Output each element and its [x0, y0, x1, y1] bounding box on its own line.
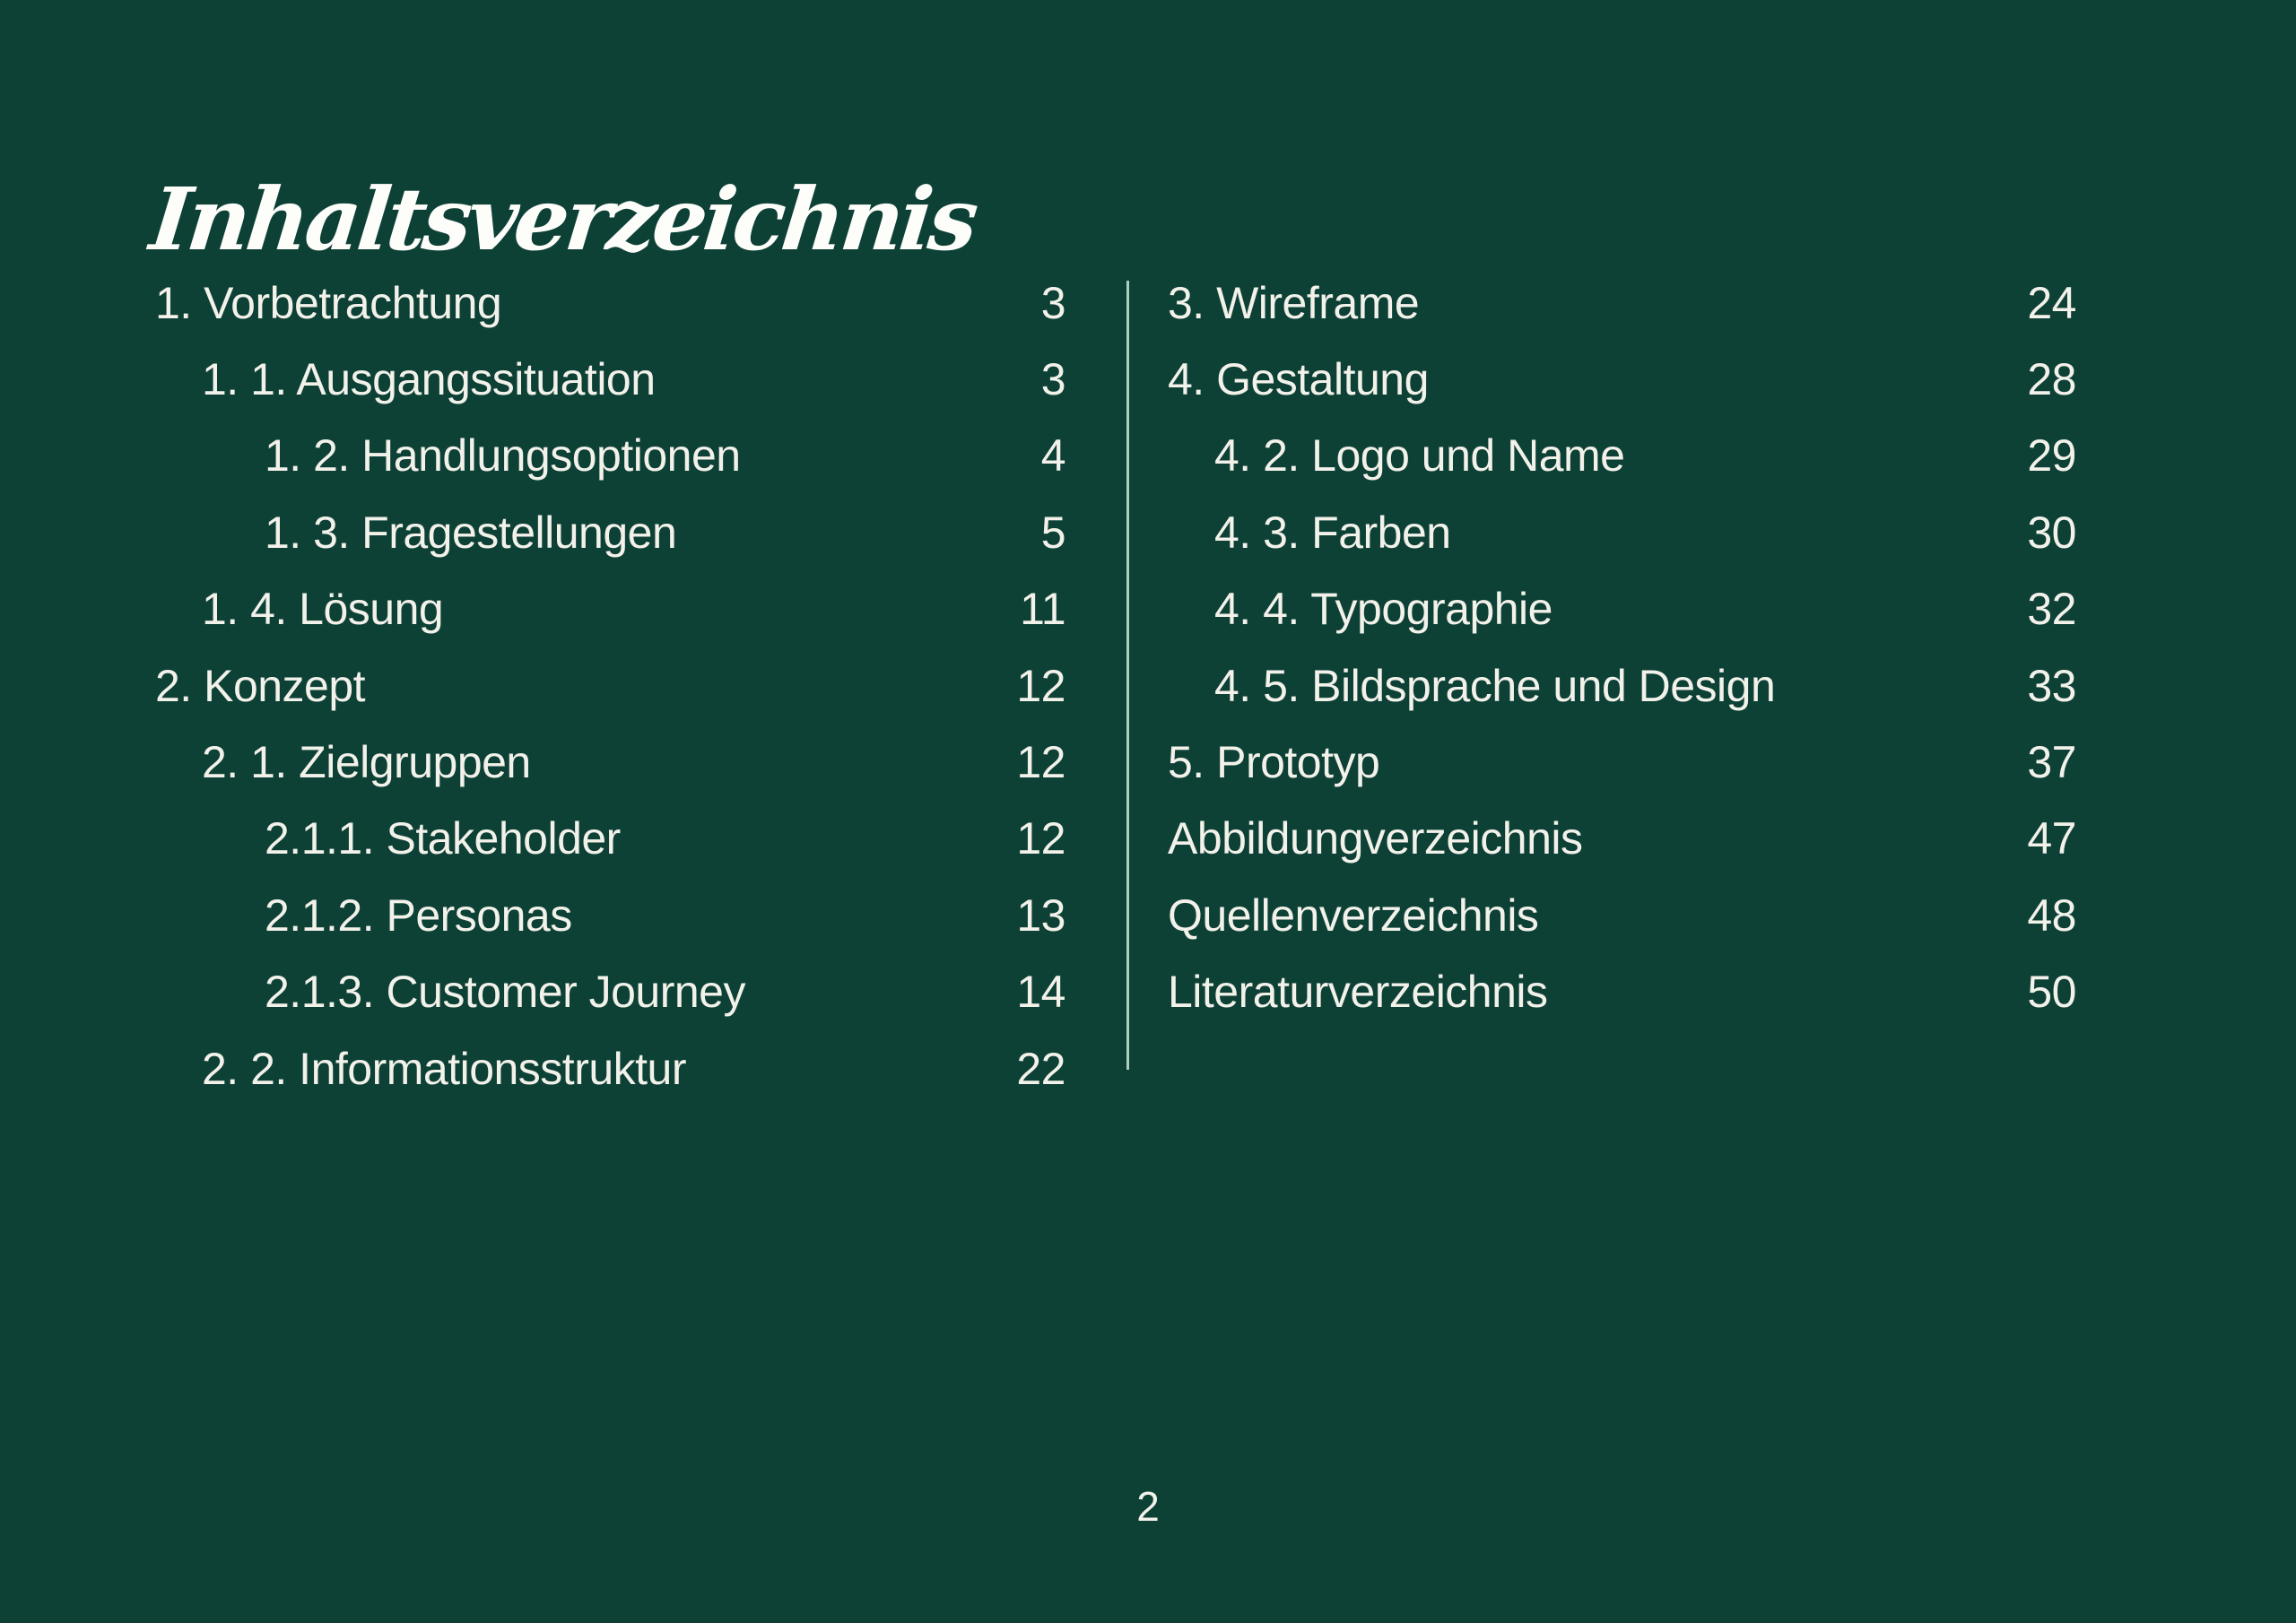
toc-entry-page: 28	[2027, 354, 2076, 405]
toc-entry-page: 11	[1020, 584, 1065, 635]
toc-entry-page: 13	[1016, 890, 1065, 941]
toc-entry-label: 1. Vorbetrachtung	[155, 277, 502, 328]
toc-entry-page: 4	[1040, 430, 1065, 482]
toc-entry-label: 2.1.1. Stakeholder	[265, 813, 621, 864]
toc-entry-label: 1. 4. Lösung	[202, 584, 444, 635]
toc-entry	[1168, 265, 2076, 341]
toc-entry-label: 2. 1. Zielgruppen	[202, 737, 531, 788]
column-divider	[1126, 281, 1129, 1070]
toc-entry-page: 12	[1016, 660, 1065, 711]
toc-entry-label: 2. Konzept	[155, 660, 366, 711]
toc-entry-page: 22	[1016, 1043, 1065, 1094]
toc-entry-label: 2.1.2. Personas	[265, 890, 572, 941]
toc-entry-page: 32	[2027, 584, 2076, 635]
toc-entry-page: 37	[2027, 737, 2076, 788]
toc-entry	[1168, 724, 2076, 800]
toc-entry	[1168, 571, 2076, 647]
toc-column-left	[155, 265, 1065, 1107]
toc-entry	[155, 877, 1065, 953]
toc-entry	[155, 265, 1065, 341]
toc-entry	[155, 647, 1065, 724]
toc-entry-page: 3	[1040, 354, 1065, 405]
toc-entry	[155, 801, 1065, 877]
toc-entry-page: 29	[2027, 430, 2076, 482]
toc-entry-label: 4. 2. Logo und Name	[1214, 430, 1625, 482]
toc-entry	[155, 341, 1065, 417]
toc-entry-page: 48	[2027, 890, 2076, 941]
toc-entry	[155, 418, 1065, 494]
toc-entry-label: 1. 3. Fragestellungen	[265, 507, 677, 558]
toc-entry-page: 12	[1016, 737, 1065, 788]
toc-entry	[1168, 494, 2076, 570]
toc-entry-label: 4. 3. Farben	[1214, 507, 1451, 558]
toc-entry-label: Literaturverzeichnis	[1168, 967, 1548, 1018]
toc-entry-label: 1. 2. Handlungsoptionen	[265, 430, 741, 482]
toc-entry	[155, 494, 1065, 570]
toc-entry	[1168, 801, 2076, 877]
toc-entry-page: 24	[2027, 277, 2076, 328]
toc-entry-page: 5	[1040, 507, 1065, 558]
page-number: 2	[1136, 1483, 1160, 1530]
toc-entry-label: 4. 4. Typographie	[1214, 584, 1552, 635]
toc-entry	[1168, 647, 2076, 724]
toc-entry-label: 2.1.3. Customer Journey	[265, 967, 745, 1018]
toc-entry	[155, 954, 1065, 1030]
toc-entry-label: 2. 2. Informationsstruktur	[202, 1043, 687, 1094]
toc-entry-page: 14	[1016, 967, 1065, 1018]
toc-entry-page: 30	[2027, 507, 2076, 558]
toc-entry-label: 3. Wireframe	[1168, 277, 1420, 328]
toc-entry-label: Abbildungverzeichnis	[1168, 813, 1583, 864]
page-title: Inhaltsverzeichnis	[145, 169, 980, 271]
toc-column-right	[1168, 265, 2076, 1030]
toc-entry-label: 4. Gestaltung	[1168, 354, 1429, 405]
toc-entry	[1168, 877, 2076, 953]
toc-entry-label: 1. 1. Ausgangssituation	[202, 354, 656, 405]
toc-entry-page: 47	[2027, 813, 2076, 864]
toc-entry-page: 33	[2027, 660, 2076, 711]
toc-entry	[155, 1030, 1065, 1107]
toc-entry-page: 50	[2027, 967, 2076, 1018]
toc-entry	[1168, 954, 2076, 1030]
toc-entry	[1168, 418, 2076, 494]
toc-entry-page: 12	[1016, 813, 1065, 864]
toc-entry-page: 3	[1040, 277, 1065, 328]
toc-entry-label: 5. Prototyp	[1168, 737, 1380, 788]
toc-entry-label: 4. 5. Bildsprache und Design	[1214, 660, 1776, 711]
toc-entry	[1168, 341, 2076, 417]
toc-entry	[155, 571, 1065, 647]
toc-entry	[155, 724, 1065, 800]
toc-entry-label: Quellenverzeichnis	[1168, 890, 1539, 941]
